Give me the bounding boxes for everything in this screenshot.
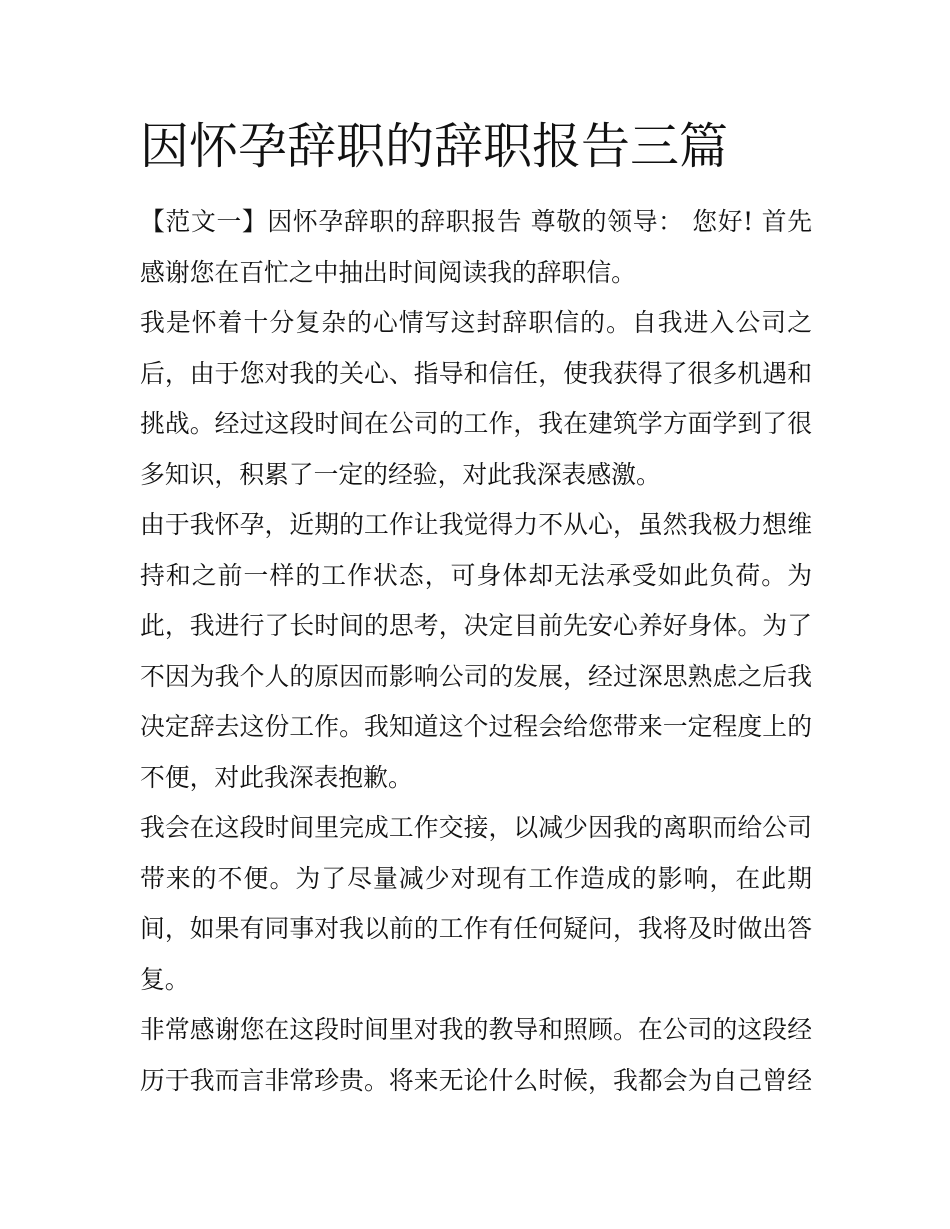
text-line: 决定辞去这份工作。我知道这个过程会给您带来一定程度上的: [140, 712, 812, 741]
text-line: 我是怀着十分复杂的心情写这封辞职信的。自我进入公司之: [140, 308, 812, 337]
text-line: 历于我而言非常珍贵。将来无论什么时候，我都会为自己曾经: [140, 1065, 812, 1095]
text-line: 复。: [140, 964, 190, 994]
text-line: 多知识，积累了一定的经验，对此我深表感激。: [140, 459, 661, 489]
text-line: 我会在这段时间里完成工作交接，以减少因我的离职而给公司: [140, 813, 812, 842]
text-line: 非常感谢您在这段时间里对我的教导和照顾。在公司的这段经: [140, 1015, 812, 1044]
text-line: 后，由于您对我的关心、指导和信任，使我获得了很多机遇和: [140, 358, 812, 388]
text-line: 感谢您在百忙之中抽出时间阅读我的辞职信。: [140, 257, 636, 287]
text-line: 挑战。经过这段时间在公司的工作，我在建筑学方面学到了很: [140, 409, 812, 438]
text-line: 此，我进行了长时间的思考，决定目前先安心养好身体。为了: [140, 611, 812, 640]
text-line: 持和之前一样的工作状态，可身体却无法承受如此负荷。为: [140, 560, 812, 590]
text-line: 不因为我个人的原因而影响公司的发展，经过深思熟虑之后我: [140, 661, 812, 691]
text-line: 不便，对此我深表抱歉。: [140, 762, 413, 792]
text-line: 【范文一】因怀孕辞职的辞职报告 尊敬的领导： 您好! 首先: [140, 207, 812, 236]
text-line: 间，如果有同事对我以前的工作有任何疑问，我将及时做出答: [140, 914, 812, 943]
document-body: [140, 197, 812, 1106]
text-line: 由于我怀孕，近期的工作让我觉得力不从心，虽然我极力想维: [140, 510, 812, 539]
text-line: 带来的不便。为了尽量减少对现有工作造成的影响，在此期: [140, 863, 812, 893]
document-title: 因怀孕辞职的辞职报告三篇: [140, 118, 729, 175]
